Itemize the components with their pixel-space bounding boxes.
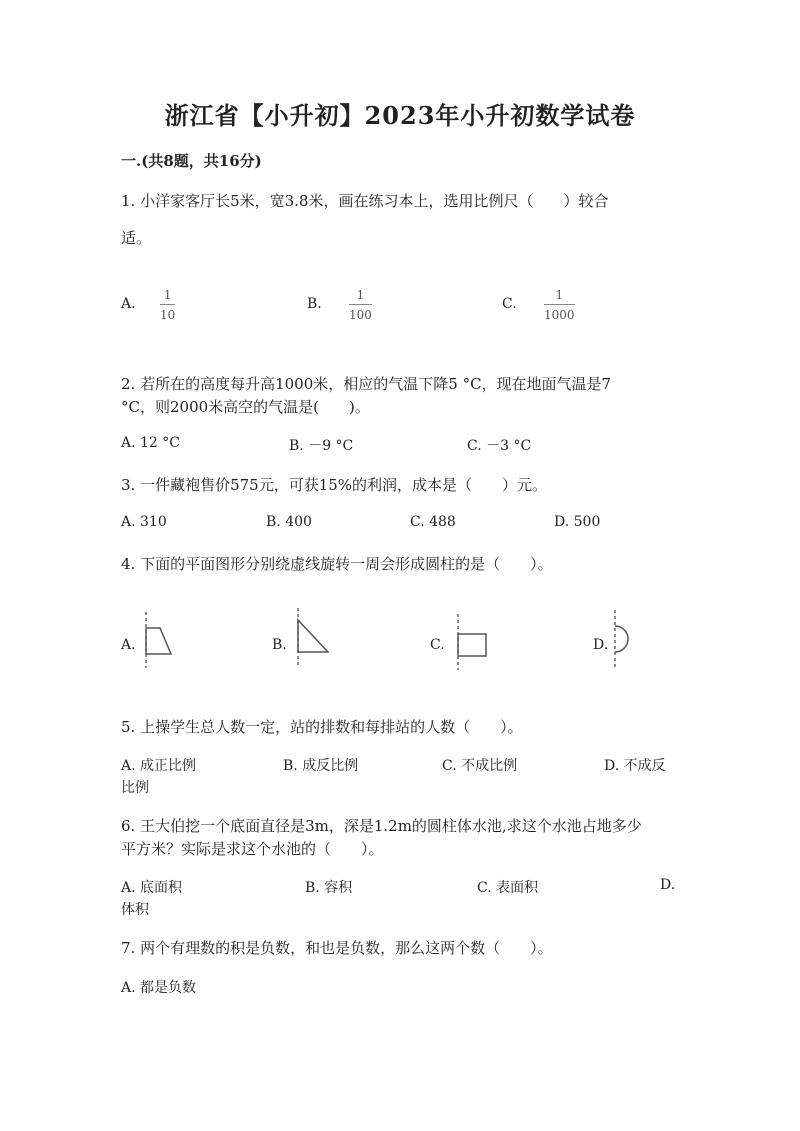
q6-option-d-wrap: 体积 [121, 902, 149, 918]
semicircle-rotation-figure [606, 608, 646, 670]
question-1-text: 1. 小洋家客厅长5米，宽3.8米，画在练习本上，选用比例尺（ ）较合 [121, 192, 609, 210]
section-heading: 一.(共8题，共16分) [121, 152, 262, 170]
q3-option-a: A. 310 [121, 514, 167, 530]
q1-option-c-fraction [544, 289, 575, 321]
q3-option-d: D. 500 [554, 514, 601, 530]
page-title: 浙江省【小升初】2023年小升初数学试卷 [164, 101, 636, 130]
fraction-numerator: 1 [163, 288, 172, 302]
question-7-text: 7. 两个有理数的积是负数，和也是负数，那么这两个数（ ）。 [121, 939, 553, 957]
question-3-text: 3. 一件藏袍售价575元，可获15%的利润，成本是（ ）元。 [121, 476, 548, 494]
q3-option-b: B. 400 [266, 514, 312, 530]
q2-option-b: B. －9 °C [289, 438, 354, 454]
q6-option-b: B. 容积 [305, 880, 353, 896]
q5-option-c: C. 不成比例 [442, 758, 518, 774]
question-2-text: 2. 若所在的高度每升高1000米，相应的气温下降5 °C，现在地面气温是7 [121, 375, 612, 393]
question-4-text: 4. 下面的平面图形分别绕虚线旋转一周会形成圆柱的是（ ）。 [121, 555, 553, 573]
fraction-denominator: 100 [349, 308, 372, 322]
fraction-numerator: 1 [356, 288, 365, 302]
q2-option-c: C. －3 °C [467, 438, 532, 454]
q4-option-a-label: A. [121, 637, 136, 653]
q1-option-b-fraction [349, 289, 372, 321]
q7-option-a: A. 都是负数 [121, 980, 197, 996]
q1-option-a-fraction [160, 289, 175, 321]
q5-option-d: D. 不成反 [604, 758, 666, 774]
q5-option-d-wrap: 比例 [121, 780, 149, 796]
fraction-denominator: 1000 [544, 308, 575, 322]
question-1-text-cont: 适。 [121, 229, 152, 247]
q2-option-a: A. 12 °C [121, 435, 180, 451]
q5-option-b: B. 成反比例 [283, 758, 359, 774]
q1-option-c-label: C. [502, 296, 517, 312]
q4-option-d-label: D. [593, 637, 609, 653]
fraction-denominator: 10 [160, 308, 176, 322]
q6-option-c: C. 表面积 [477, 880, 539, 896]
q4-option-b-label: B. [272, 637, 287, 653]
rectangle-rotation-figure [450, 612, 495, 672]
q3-option-c: C. 488 [410, 514, 456, 530]
trapezoid-rotation-figure [138, 610, 178, 670]
q6-option-d: D. [660, 877, 676, 893]
q1-option-b-label: B. [307, 296, 322, 312]
question-6-text-cont: 平方米？实际是求这个水池的（ ）。 [121, 840, 384, 858]
triangle-rotation-figure [290, 606, 335, 670]
question-2-text-cont: °C，则2000米高空的气温是( )。 [121, 398, 370, 416]
fraction-numerator: 1 [555, 288, 564, 302]
question-5-text: 5. 上操学生总人数一定，站的排数和每排站的人数（ ）。 [121, 718, 523, 736]
question-6-text: 6. 王大伯挖一个底面直径是3m，深是1.2m的圆柱体水池,求这个水池占地多少 [121, 817, 642, 835]
q1-option-a-label: A. [121, 296, 136, 312]
q5-option-a: A. 成正比例 [121, 758, 197, 774]
q6-option-a: A. 底面积 [121, 880, 183, 896]
q4-option-c-label: C. [430, 637, 445, 653]
